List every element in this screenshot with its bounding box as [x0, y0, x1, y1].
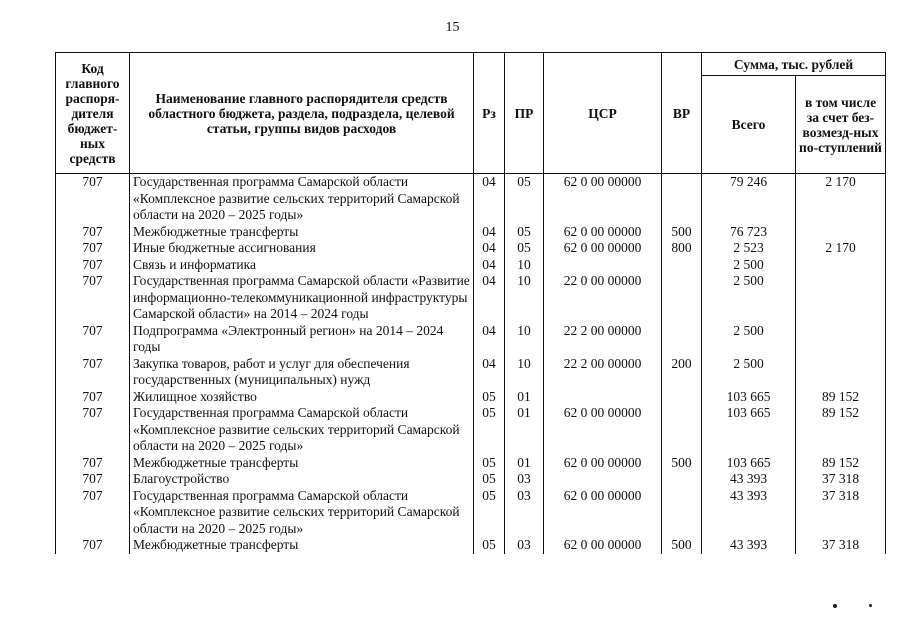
row-free: 2 170 — [796, 174, 886, 224]
row-total: 2 500 — [702, 257, 796, 274]
row-name: Межбюджетные трансферты — [130, 455, 474, 472]
header-name: Наименование главного распорядителя средств областного бюджета, раздела, подраздела, целевой статьи, группы видов расходов — [130, 53, 474, 174]
row-rz: 04 — [474, 174, 505, 224]
row-rz: 04 — [474, 273, 505, 323]
row-vr: 200 — [662, 356, 702, 389]
budget-table — [55, 52, 886, 554]
table-row — [56, 471, 886, 488]
row-free — [796, 356, 886, 389]
row-pr: 03 — [505, 471, 544, 488]
row-name: Иные бюджетные ассигнования — [130, 240, 474, 257]
row-code: 707 — [56, 488, 130, 538]
row-code: 707 — [56, 273, 130, 323]
header-sum: Сумма, тыс. рублей — [702, 53, 886, 76]
row-pr: 01 — [505, 405, 544, 455]
row-csr: 62 0 00 00000 — [544, 240, 662, 257]
row-code: 707 — [56, 356, 130, 389]
row-vr: 500 — [662, 224, 702, 241]
row-free — [796, 273, 886, 323]
header-rz: Рз — [474, 53, 505, 174]
row-csr — [544, 257, 662, 274]
row-total: 103 665 — [702, 405, 796, 455]
header-total: Всего — [702, 76, 796, 174]
row-vr — [662, 405, 702, 455]
table-row — [56, 537, 886, 554]
row-code: 707 — [56, 323, 130, 356]
row-total: 79 246 — [702, 174, 796, 224]
row-total: 43 393 — [702, 537, 796, 554]
table-row — [56, 273, 886, 323]
scan-speck — [833, 604, 837, 608]
row-free — [796, 257, 886, 274]
row-pr: 10 — [505, 356, 544, 389]
row-pr: 05 — [505, 224, 544, 241]
row-csr — [544, 471, 662, 488]
row-vr: 500 — [662, 455, 702, 472]
table-row — [56, 488, 886, 538]
row-rz: 05 — [474, 405, 505, 455]
header-vr: ВР — [662, 53, 702, 174]
row-total: 103 665 — [702, 389, 796, 406]
row-vr — [662, 389, 702, 406]
row-csr: 22 0 00 00000 — [544, 273, 662, 323]
row-total: 76 723 — [702, 224, 796, 241]
row-name: Межбюджетные трансферты — [130, 224, 474, 241]
row-name: Благоустройство — [130, 471, 474, 488]
row-free: 89 152 — [796, 405, 886, 455]
row-free: 37 318 — [796, 488, 886, 538]
row-name: Государственная программа Самарской области «Комплексное развитие сельских территорий Самарской области на 2020 – 2025 годы» — [130, 488, 474, 538]
page-number: 15 — [445, 20, 460, 35]
row-free: 89 152 — [796, 455, 886, 472]
row-csr: 22 2 00 00000 — [544, 323, 662, 356]
row-csr: 62 0 00 00000 — [544, 455, 662, 472]
row-rz: 04 — [474, 323, 505, 356]
row-code: 707 — [56, 257, 130, 274]
row-vr — [662, 488, 702, 538]
row-rz: 05 — [474, 488, 505, 538]
row-csr: 22 2 00 00000 — [544, 356, 662, 389]
row-vr — [662, 174, 702, 224]
table-row — [56, 224, 886, 241]
row-csr: 62 0 00 00000 — [544, 405, 662, 455]
row-rz: 04 — [474, 356, 505, 389]
table-body — [56, 174, 886, 554]
row-code: 707 — [56, 389, 130, 406]
row-free: 89 152 — [796, 389, 886, 406]
row-total: 43 393 — [702, 488, 796, 538]
scan-speck — [869, 604, 872, 607]
row-code: 707 — [56, 471, 130, 488]
table-row — [56, 405, 886, 455]
table-row — [56, 356, 886, 389]
row-pr: 10 — [505, 323, 544, 356]
row-total: 2 523 — [702, 240, 796, 257]
row-vr — [662, 257, 702, 274]
row-name: Связь и информатика — [130, 257, 474, 274]
row-code: 707 — [56, 240, 130, 257]
row-free: 37 318 — [796, 537, 886, 554]
row-name: Подпрограмма «Электронный регион» на 2014 – 2024 годы — [130, 323, 474, 356]
row-name: Жилищное хозяйство — [130, 389, 474, 406]
row-pr: 05 — [505, 174, 544, 224]
row-pr: 05 — [505, 240, 544, 257]
row-free — [796, 323, 886, 356]
row-total: 103 665 — [702, 455, 796, 472]
row-name: Государственная программа Самарской области «Комплексное развитие сельских территорий Самарской области на 2020 – 2025 годы» — [130, 405, 474, 455]
row-rz: 05 — [474, 455, 505, 472]
row-name: Межбюджетные трансферты — [130, 537, 474, 554]
row-rz: 04 — [474, 224, 505, 241]
row-code: 707 — [56, 455, 130, 472]
row-rz: 05 — [474, 537, 505, 554]
table-row — [56, 257, 886, 274]
row-name: Государственная программа Самарской области «Комплексное развитие сельских территорий Самарской области на 2020 – 2025 годы» — [130, 174, 474, 224]
row-free — [796, 224, 886, 241]
table-row — [56, 174, 886, 224]
row-free: 37 318 — [796, 471, 886, 488]
row-total: 2 500 — [702, 323, 796, 356]
row-pr: 03 — [505, 488, 544, 538]
row-csr: 62 0 00 00000 — [544, 537, 662, 554]
row-rz: 05 — [474, 389, 505, 406]
header-csr: ЦСР — [544, 53, 662, 174]
row-pr: 10 — [505, 257, 544, 274]
header-code: Код главного распоря-дителя бюджет-ных средств — [56, 53, 130, 174]
row-rz: 04 — [474, 240, 505, 257]
row-pr: 01 — [505, 455, 544, 472]
row-code: 707 — [56, 174, 130, 224]
row-rz: 05 — [474, 471, 505, 488]
row-code: 707 — [56, 405, 130, 455]
row-vr — [662, 273, 702, 323]
row-code: 707 — [56, 537, 130, 554]
row-csr: 62 0 00 00000 — [544, 488, 662, 538]
header-free: в том числе за счет без-возмезд-ных по-ступлений — [796, 76, 886, 174]
row-vr — [662, 471, 702, 488]
table-row — [56, 323, 886, 356]
row-pr: 03 — [505, 537, 544, 554]
row-total: 2 500 — [702, 356, 796, 389]
row-code: 707 — [56, 224, 130, 241]
row-rz: 04 — [474, 257, 505, 274]
table-row — [56, 455, 886, 472]
row-pr: 10 — [505, 273, 544, 323]
row-vr: 800 — [662, 240, 702, 257]
row-csr: 62 0 00 00000 — [544, 174, 662, 224]
row-total: 2 500 — [702, 273, 796, 323]
row-pr: 01 — [505, 389, 544, 406]
row-total: 43 393 — [702, 471, 796, 488]
header-pr: ПР — [505, 53, 544, 174]
row-name: Закупка товаров, работ и услуг для обеспечения государственных (муниципальных) нужд — [130, 356, 474, 389]
row-name: Государственная программа Самарской области «Развитие информационно-телекоммуникационной инфраструктуры Самарской области» на 2014 – 2024 годы — [130, 273, 474, 323]
table-row — [56, 240, 886, 257]
table-row — [56, 389, 886, 406]
row-vr: 500 — [662, 537, 702, 554]
row-csr: 62 0 00 00000 — [544, 224, 662, 241]
row-csr — [544, 389, 662, 406]
row-free: 2 170 — [796, 240, 886, 257]
row-vr — [662, 323, 702, 356]
